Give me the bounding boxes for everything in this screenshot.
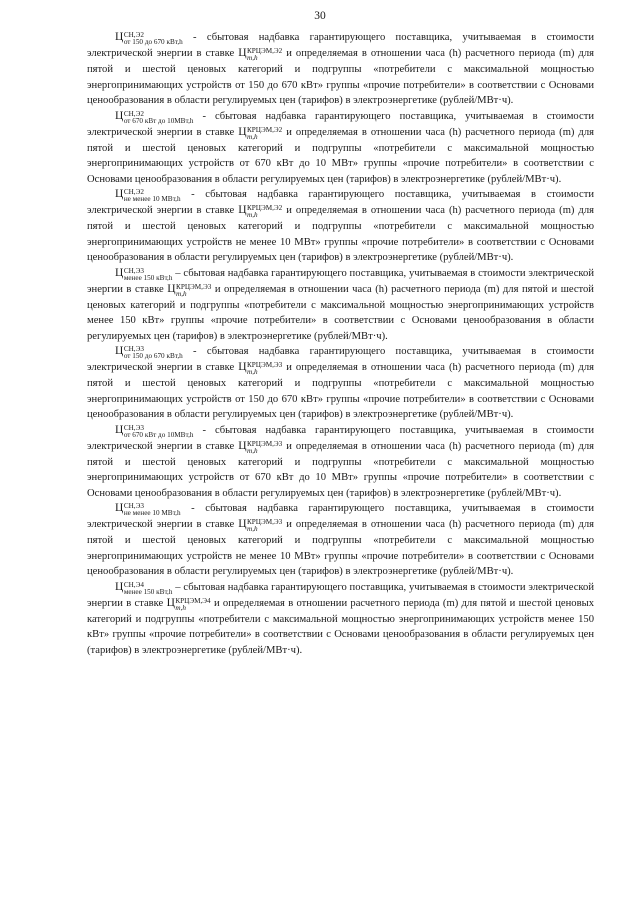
definition-paragraph [87,580,594,659]
definition-lead: - сбытовая надбавка гарантирующего поставщика, учитываемая в стоимости электрической энергии в ставке [87,503,594,530]
definition-paragraph [87,266,594,345]
rate-symbol-base: Ц [167,282,176,295]
symbol-base: Ц [115,423,124,436]
definition-tail: и определяемая в отношении часа (h) расчетного периода (m) для пятой и шестой ценовых категорий и подгруппы «потребители с максимальной мощностью энергопринимающих устройств от 150 до 670 кВт» группы «прочие потребители» в соответствии с Основами ценообразования в области регулируемых цен (тарифов) в электроэнергетике (рублей/МВт·ч). [87,362,594,420]
symbol-subscript: от 150 до 670 кВт,h [123,352,183,360]
rate-symbol [238,518,283,533]
rate-symbol [238,125,283,141]
rate-symbol-subscript: m,h [247,525,258,533]
rate-symbol-subscript: m,h [247,211,258,219]
definition-lead: - сбытовая надбавка гарантирующего поставщика, учитываемая в стоимости электрической энергии в ставке [87,346,594,373]
document-body [87,30,594,658]
rate-symbol-subscript: m,h [247,368,258,376]
rate-symbol-base: Ц [166,596,175,609]
symbol-base: Ц [115,188,124,200]
formula-symbol [115,109,193,125]
formula-symbol [115,187,181,203]
definition-tail: и определяемая в отношении часа (h) расчетного периода (m) для пятой и шестой ценовых категорий и подгруппы «потребители с максимальной мощностью энергопринимающих устройств менее 150 кВт» группы «прочие потребители» в соответствии с Основами ценообразования в области регулируемых цен (тарифов) в электроэнергетике (рублей/МВт·ч). [87,283,594,342]
rate-symbol-superscript: КРЦЭМ,Э2 [247,125,283,134]
symbol-base: Ц [115,502,124,514]
rate-symbol-base: Ц [238,125,247,138]
symbol-subscript: от 150 до 670 кВт,h [123,38,183,46]
symbol-subscript: от 670 кВт до 10МВт,h [123,116,194,125]
definition-tail: и определяемая в отношении часа (h) расчетного периода (m) для пятой и шестой ценовых категорий и подгруппы «потребители с максимальной мощностью энергопринимающих устройств от 670 кВт до 10 МВт» группы «прочие потребители» в соответствии с Основами ценообразования в области регулируемых цен (тарифов) в электроэнергетике (рублей/МВт·ч). [87,440,594,499]
rate-symbol-base: Ц [238,439,247,452]
rate-symbol-superscript: КРЦЭМ,Э4 [175,596,211,605]
symbol-subscript: менее 150 кВт,h [123,587,173,596]
rate-symbol-subscript: m,h [247,54,258,62]
rate-symbol-superscript: КРЦЭМ,Э3 [247,518,283,526]
rate-symbol-subscript: m,h [247,132,258,141]
definition-lead: - сбытовая надбавка гарантирующего поставщика, учитываемая в стоимости электрической энергии в ставке [87,110,594,138]
rate-symbol-superscript: КРЦЭМ,Э3 [176,282,212,291]
rate-symbol-superscript: КРЦЭМ,Э2 [247,204,283,212]
definition-paragraph [87,344,594,423]
definition-lead: - сбытовая надбавка гарантирующего поставщика, учитываемая в стоимости электрической энергии в ставке [87,32,594,59]
rate-symbol-subscript: m,h [175,603,186,612]
rate-symbol-superscript: КРЦЭМ,Э2 [247,47,283,55]
symbol-subscript: не менее 10 МВт,h [123,195,181,203]
definition-paragraph [87,109,594,188]
formula-symbol [115,423,193,439]
rate-symbol [238,439,283,455]
definition-paragraph [87,501,594,580]
symbol-base: Ц [115,580,124,593]
formula-symbol [115,580,172,596]
symbol-superscript: СН,Э2 [123,31,144,39]
definition-lead: – сбытовая надбавка гарантирующего поставщика, учитываемая в стоимости электрической энергии в ставке [87,581,594,609]
rate-symbol [238,47,283,62]
formula-symbol [115,30,183,46]
rate-symbol-subscript: m,h [247,446,258,455]
rate-symbol [238,361,283,376]
symbol-superscript: СН,Э3 [123,345,144,353]
symbol-base: Ц [115,31,124,43]
symbol-superscript: СН,Э3 [123,502,144,510]
formula-symbol [115,266,172,282]
symbol-superscript: СН,Э3 [123,423,144,432]
symbol-subscript: менее 150 кВт,h [123,273,173,282]
rate-symbol-base: Ц [238,361,247,373]
rate-symbol-base: Ц [238,518,247,530]
definition-paragraph [87,423,594,502]
symbol-subscript: не менее 10 МВт,h [123,509,181,517]
definition-paragraph [87,187,594,266]
symbol-base: Ц [115,266,124,279]
rate-symbol-superscript: КРЦЭМ,Э3 [247,361,283,369]
definition-lead: - сбытовая надбавка гарантирующего поставщика, учитываемая в стоимости электрической энергии в ставке [87,189,594,216]
definition-lead: - сбытовая надбавка гарантирующего поставщика, учитываемая в стоимости электрической энергии в ставке [87,424,594,452]
symbol-superscript: СН,Э2 [123,109,144,118]
rate-symbol [238,204,283,219]
page-number: 30 [314,10,326,22]
rate-symbol [166,596,211,612]
rate-symbol [167,282,212,298]
symbol-base: Ц [115,109,124,122]
symbol-superscript: СН,Э3 [123,266,144,275]
definition-tail: и определяемая в отношении расчетного периода (m) для пятой и шестой ценовых категорий и подгруппы «потребители с максимальной мощностью энергопринимающих устройств менее 150 кВт» группы «прочие потребители» в соответствии с Основами ценообразования в области регулируемых цен (тарифов) в электроэнергетике (рублей/МВт·ч). [87,597,594,656]
definition-paragraph [87,30,594,109]
symbol-superscript: СН,Э4 [123,580,144,589]
formula-symbol [115,501,181,517]
definition-tail: и определяемая в отношении часа (h) расчетного периода (m) для пятой и шестой ценовых категорий и подгруппы «потребители с максимальной мощностью энергопринимающих устройств не менее 10 МВт» группы «прочие потребители» в соответствии с Основами ценообразования в области регулируемых цен (тарифов) в электроэнергетике (рублей/МВт·ч). [87,519,594,577]
rate-symbol-subscript: m,h [176,289,187,298]
symbol-base: Ц [115,345,124,357]
rate-symbol-base: Ц [238,204,247,216]
formula-symbol [115,344,183,360]
definition-lead: – сбытовая надбавка гарантирующего поставщика, учитываемая в стоимости электрической энергии в ставке [87,267,594,295]
definition-tail: и определяемая в отношении часа (h) расчетного периода (m) для пятой и шестой ценовых категорий и подгруппы «потребители с максимальной мощностью энергопринимающих устройств от 150 до 670 кВт» группы «прочие потребители» в соответствии с Основами ценообразования в области регулируемых цен (тарифов) в электроэнергетике (рублей/МВт·ч). [87,48,594,106]
symbol-subscript: от 670 кВт до 10МВт,h [123,430,194,439]
symbol-superscript: СН,Э2 [123,188,144,196]
definition-tail: и определяемая в отношении часа (h) расчетного периода (m) для пятой и шестой ценовых категорий и подгруппы «потребители с максимальной мощностью энергопринимающих устройств не менее 10 МВт» группы «прочие потребители» в соответствии с Основами ценообразования в области регулируемых цен (тарифов) в электроэнергетике (рублей/МВт·ч). [87,205,594,263]
rate-symbol-superscript: КРЦЭМ,Э3 [247,439,283,448]
definition-tail: и определяемая в отношении часа (h) расчетного периода (m) для пятой и шестой ценовых категорий и подгруппы «потребители с максимальной мощностью энергопринимающих устройств от 670 кВт до 10 МВт» группы «прочие потребители» в соответствии с Основами ценообразования в области регулируемых цен (тарифов) в электроэнергетике (рублей/МВт·ч). [87,126,594,185]
rate-symbol-base: Ц [238,47,247,59]
